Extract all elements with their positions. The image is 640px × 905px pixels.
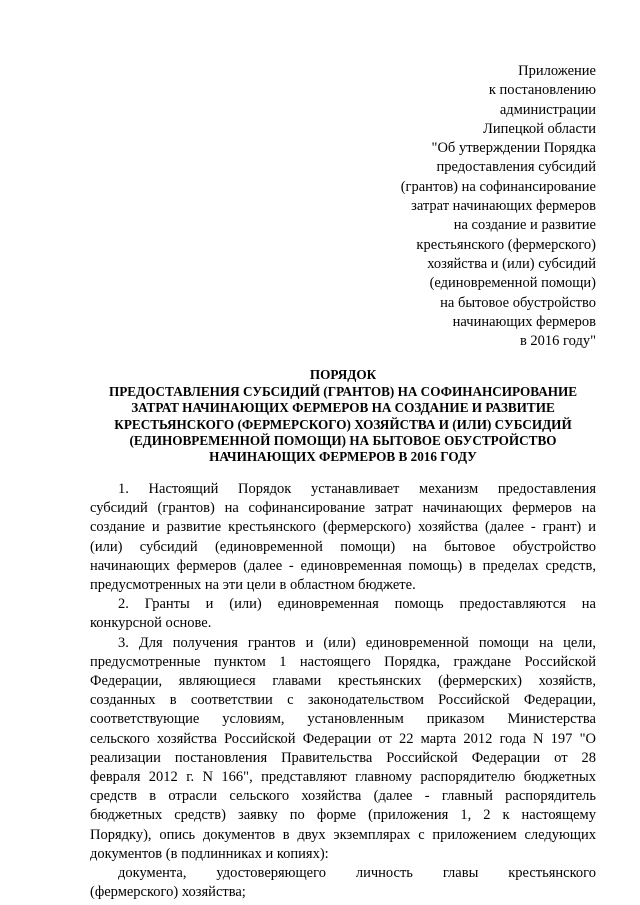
text-line: сельского хозяйства Российской Федерации от 22 марта 2012 года N 197 "О [90,730,596,747]
appendix-line: (единовременной помощи) [429,275,596,292]
appendix-line: к постановлению [488,82,596,99]
text-line: реализации постановления Правительства Российской Федерации от 28 [90,749,596,766]
title-line: НАЧИНАЮЩИХ ФЕРМЕРОВ В 2016 ГОДУ [209,449,477,465]
text-line: субсидий (грантов) на софинансирование затрат начинающих фермеров на [90,500,596,517]
paragraph-4 [90,864,596,902]
text-line: создание и развитие крестьянского (фермерского) хозяйства (далее - грант) и [90,519,596,536]
appendix-line: (грантов) на софинансирование [400,178,596,195]
appendix-line: на бытовое обустройство [440,294,596,311]
text-line: созданных в соответствии с законодательством Российской Федерации, [90,692,596,709]
title-line: ПОРЯДОК [309,367,377,383]
text-line: Порядку), опись документов в двух экземплярах с приложением следующих [90,826,596,843]
text-line: предусмотренных на эти цели в областном бюджете. [90,576,416,593]
text-line: Федерации, являющиеся главами крестьянских (фермерских) хозяйств, [90,672,596,689]
text-line: документа, удостоверяющего личность главы крестьянского [118,864,596,881]
text-line: конкурсной основе. [90,615,212,632]
title-line: ПРЕДОСТАВЛЕНИЯ СУБСИДИЙ (ГРАНТОВ) НА СОФИНАНСИРОВАНИЕ [108,383,578,399]
appendix-line: на создание и развитие [453,217,596,234]
appendix-line: "Об утверждении Порядка [431,140,596,157]
text-line: начинающих фермеров (далее - единовременная помощь) в пределах средств, [90,557,596,574]
document-body [90,480,596,902]
title-line: (ЕДИНОВРЕМЕННОЙ ПОМОЩИ) НА БЫТОВОЕ ОБУСТРОЙСТВО [129,433,557,449]
appendix-line: Липецкой области [483,120,596,137]
text-line: (фермерского) хозяйства; [90,884,246,901]
text-line: февраля 2012 г. N 166", представляют главному распорядителю бюджетных [90,768,596,785]
text-line: 2. Гранты и (или) единовременная помощь предоставляются на [118,596,596,613]
text-line: бюджетных средств) заявку по форме (приложения 1, 2 к настоящему [90,807,596,824]
appendix-line: затрат начинающих фермеров [411,198,596,215]
text-line: (или) субсидий (единовременной помощи) на бытовое обустройство [90,538,596,555]
appendix-line: хозяйства и (или) субсидий [427,255,596,272]
appendix-line: начинающих фермеров [452,313,596,330]
appendix-line: в 2016 году" [519,333,596,350]
paragraph-1 [90,480,596,595]
appendix-line: предоставления субсидий [436,159,596,176]
paragraph-2 [90,595,596,633]
appendix-line: крестьянского (фермерского) [416,236,596,253]
appendix-block [90,62,596,351]
document-page [90,62,596,902]
text-line: соответствующие условиям, установленным приказом Министерства [90,711,596,728]
text-line: средств в отрасли сельского хозяйства (далее - главный распорядитель [90,788,596,805]
title-line: ЗАТРАТ НАЧИНАЮЩИХ ФЕРМЕРОВ НА СОЗДАНИЕ И РАЗВИТИЕ [131,400,555,416]
text-line: 3. Для получения грантов и (или) единовременной помощи на цели, [118,634,596,651]
paragraph-3 [90,634,596,864]
appendix-line: администрации [499,101,596,118]
appendix-line: Приложение [518,63,596,79]
text-line: документов (в подлинниках и копиях): [90,845,329,862]
text-line: предусмотренные пунктом 1 настоящего Порядка, граждане Российской [90,653,596,670]
title-line: КРЕСТЬЯНСКОГО (ФЕРМЕРСКОГО) ХОЗЯЙСТВА И (ИЛИ) СУБСИДИЙ [114,416,572,432]
document-title [90,367,596,465]
text-line: 1. Настоящий Порядок устанавливает механизм предоставления [118,480,596,497]
